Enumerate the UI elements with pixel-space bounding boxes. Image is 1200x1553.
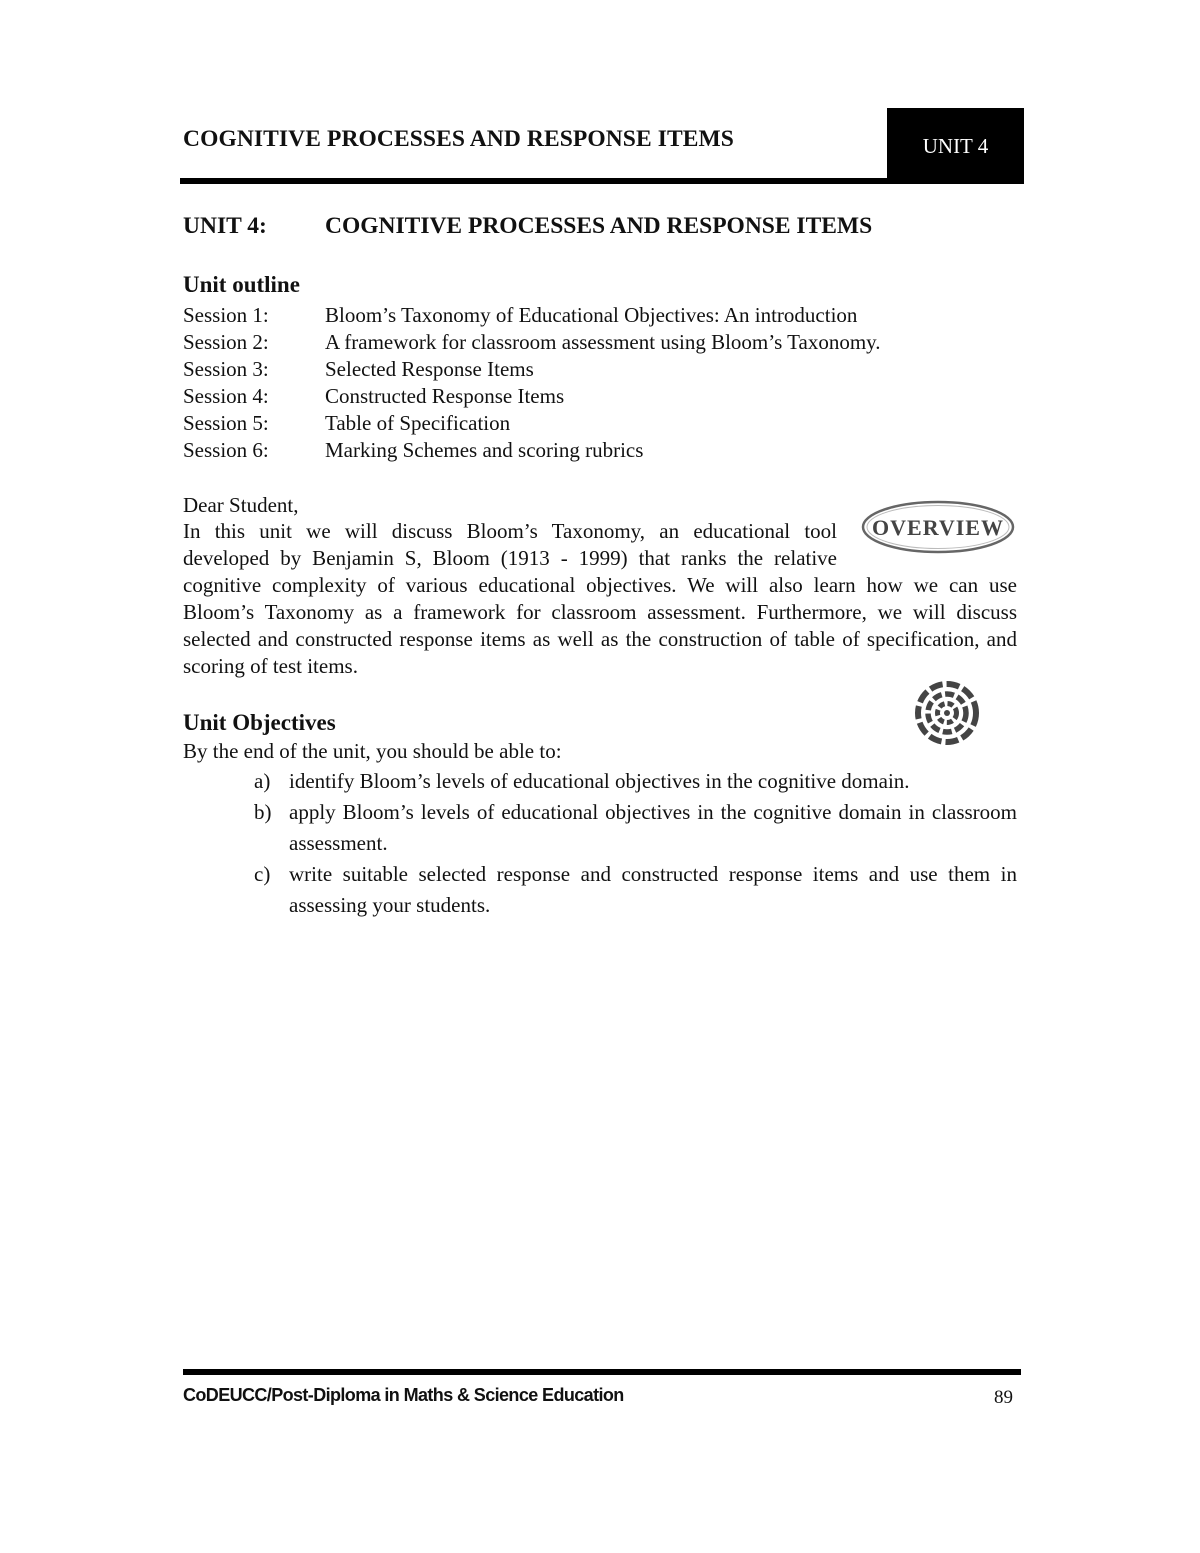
objectives-heading: Unit Objectives (183, 710, 336, 735)
session-item (183, 329, 881, 356)
footer-rule (183, 1369, 1021, 1375)
session-item (183, 356, 881, 383)
session-title: Selected Response Items (325, 357, 534, 381)
outline-heading: Unit outline (183, 272, 300, 297)
objective-text: identify Bloom’s levels of educational objectives in the cognitive domain. (289, 769, 910, 793)
objective-text: apply Bloom’s levels of educational objectives in the cognitive domain in classroom assessment. (289, 800, 1017, 855)
objective-item (254, 797, 1017, 859)
objectives-list (254, 766, 1017, 921)
objective-marker: a) (254, 769, 271, 793)
session-label: Session 4: (183, 384, 269, 408)
unit-number: UNIT 4: (183, 213, 267, 239)
unit-tab-label: UNIT 4 (922, 133, 989, 158)
session-title: A framework for classroom assessment using Bloom’s Taxonomy. (325, 330, 881, 354)
objectives-lead: By the end of the unit, you should be able to: (183, 739, 562, 763)
session-label: Session 6: (183, 438, 269, 462)
session-label: Session 1: (183, 303, 269, 327)
unit-heading (183, 213, 872, 240)
session-item (183, 437, 881, 464)
overview-text: In this unit we will discuss Bloom’s Taxonomy, an educational tool developed by Benjamin S, Bloom (1913 - 1999) that ranks the relative cognitive complexity of various educational objectives. We will also learn how we can use Bloom’s Taxonomy as a framework for classroom assessment. Furthermore, we will discuss selected and constructed response items as well as the construction of table of specification, and scoring of test items. (183, 519, 1017, 678)
overview-badge-icon (860, 499, 1016, 555)
page-number: 89 (994, 1387, 1013, 1408)
session-item (183, 410, 881, 437)
header-rule (180, 178, 1024, 184)
running-header-title: COGNITIVE PROCESSES AND RESPONSE ITEMS (183, 126, 734, 152)
session-item (183, 383, 881, 410)
objective-marker: b) (254, 800, 272, 824)
session-title: Constructed Response Items (325, 384, 565, 408)
target-icon (914, 680, 980, 746)
session-item (183, 302, 881, 329)
session-title: Table of Specification (325, 411, 511, 435)
unit-title: COGNITIVE PROCESSES AND RESPONSE ITEMS (325, 213, 873, 239)
session-title: Marking Schemes and scoring rubrics (325, 438, 644, 462)
session-label: Session 2: (183, 330, 269, 354)
footer-text: CoDEUCC/Post-Diploma in Maths & Science Education (183, 1385, 624, 1405)
objective-marker: c) (254, 862, 271, 886)
session-label: Session 5: (183, 411, 269, 435)
unit-tab (887, 108, 1024, 184)
objective-item (254, 859, 1017, 921)
greeting: Dear Student, (183, 493, 299, 517)
session-title: Bloom’s Taxonomy of Educational Objectives: An introduction (325, 303, 858, 327)
session-label: Session 3: (183, 357, 269, 381)
overview-badge-text: OVERVIEW (872, 515, 1004, 540)
objective-item (254, 766, 1017, 797)
session-list (183, 302, 881, 464)
objective-text: write suitable selected response and constructed response items and use them in assessing your students. (289, 862, 1017, 917)
